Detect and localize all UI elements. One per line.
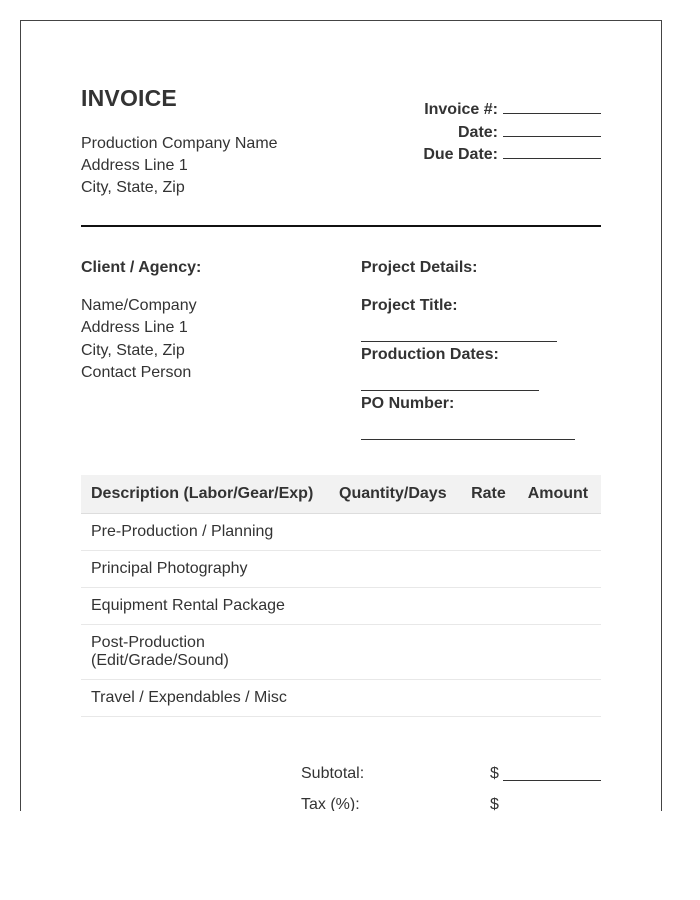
date-label: Date: bbox=[457, 123, 498, 141]
header-divider bbox=[81, 225, 601, 227]
row-rate[interactable] bbox=[461, 680, 518, 717]
project-title-field[interactable] bbox=[361, 341, 557, 342]
row-quantity[interactable] bbox=[329, 588, 461, 625]
invoice-number-field[interactable] bbox=[503, 99, 601, 114]
due-date-label: Due Date: bbox=[423, 146, 498, 163]
invoice-header bbox=[81, 85, 601, 225]
due-date-row bbox=[423, 144, 601, 167]
project-title-label: Project Title: bbox=[361, 297, 458, 314]
project-heading: Project Details: bbox=[361, 259, 478, 276]
row-rate[interactable] bbox=[461, 551, 518, 588]
invoice-content bbox=[81, 85, 601, 811]
po-number-field[interactable] bbox=[361, 439, 575, 440]
row-description[interactable]: Pre-Production / Planning bbox=[81, 514, 329, 551]
company-city: City, State, Zip bbox=[81, 179, 185, 196]
company-name: Production Company Name bbox=[81, 135, 278, 152]
tax-label: Tax (%): bbox=[301, 796, 360, 811]
subtotal-field[interactable] bbox=[503, 780, 601, 781]
info-section bbox=[81, 259, 601, 449]
invoice-page bbox=[20, 20, 662, 811]
client-section bbox=[81, 259, 201, 385]
po-number-label: PO Number: bbox=[361, 395, 455, 412]
invoice-meta bbox=[423, 99, 601, 167]
production-dates-field[interactable] bbox=[361, 390, 539, 391]
company-address: Address Line 1 bbox=[81, 157, 188, 174]
totals-section bbox=[301, 765, 601, 811]
due-date-field[interactable] bbox=[503, 144, 601, 159]
row-amount[interactable] bbox=[518, 588, 601, 625]
client-address: Address Line 1 bbox=[81, 319, 188, 337]
row-rate[interactable] bbox=[461, 588, 518, 625]
table-row bbox=[81, 588, 601, 625]
row-quantity[interactable] bbox=[329, 514, 461, 551]
tax-currency: $ bbox=[490, 796, 499, 811]
client-details bbox=[81, 295, 201, 385]
row-amount[interactable] bbox=[518, 625, 601, 680]
client-contact: Contact Person bbox=[81, 364, 192, 382]
row-quantity[interactable] bbox=[329, 625, 461, 680]
company-info bbox=[81, 133, 278, 199]
invoice-number-label: Invoice #: bbox=[424, 101, 498, 118]
column-header-amount: Amount bbox=[518, 475, 601, 514]
line-items-table bbox=[81, 475, 601, 717]
row-amount[interactable] bbox=[518, 551, 601, 588]
production-dates-label: Production Dates: bbox=[361, 346, 499, 363]
row-description[interactable]: Equipment Rental Package bbox=[81, 588, 329, 625]
tax-row bbox=[301, 796, 601, 811]
project-section bbox=[361, 259, 575, 440]
table-row bbox=[81, 680, 601, 717]
table-row bbox=[81, 551, 601, 588]
row-quantity[interactable] bbox=[329, 680, 461, 717]
row-amount[interactable] bbox=[518, 514, 601, 551]
table-row bbox=[81, 514, 601, 551]
date-field[interactable] bbox=[503, 122, 601, 137]
subtotal-label: Subtotal: bbox=[301, 765, 365, 782]
row-description[interactable]: Post-Production (Edit/Grade/Sound) bbox=[81, 625, 329, 680]
row-description[interactable]: Principal Photography bbox=[81, 551, 329, 588]
column-header-description: Description (Labor/Gear/Exp) bbox=[81, 475, 329, 514]
row-rate[interactable] bbox=[461, 514, 518, 551]
table-header-row bbox=[81, 475, 601, 514]
client-city: City, State, Zip bbox=[81, 341, 185, 359]
row-description[interactable]: Travel / Expendables / Misc bbox=[81, 680, 329, 717]
date-row bbox=[423, 122, 601, 145]
column-header-quantity: Quantity/Days bbox=[329, 475, 461, 514]
subtotal-row bbox=[301, 765, 601, 796]
table-row bbox=[81, 625, 601, 680]
client-name: Name/Company bbox=[81, 297, 197, 314]
row-rate[interactable] bbox=[461, 625, 518, 680]
invoice-number-row bbox=[423, 99, 601, 122]
row-amount[interactable] bbox=[518, 680, 601, 717]
client-heading: Client / Agency: bbox=[81, 259, 202, 276]
subtotal-currency: $ bbox=[490, 765, 499, 782]
column-header-rate: Rate bbox=[461, 475, 518, 514]
row-quantity[interactable] bbox=[329, 551, 461, 588]
invoice-title: INVOICE bbox=[81, 85, 177, 111]
